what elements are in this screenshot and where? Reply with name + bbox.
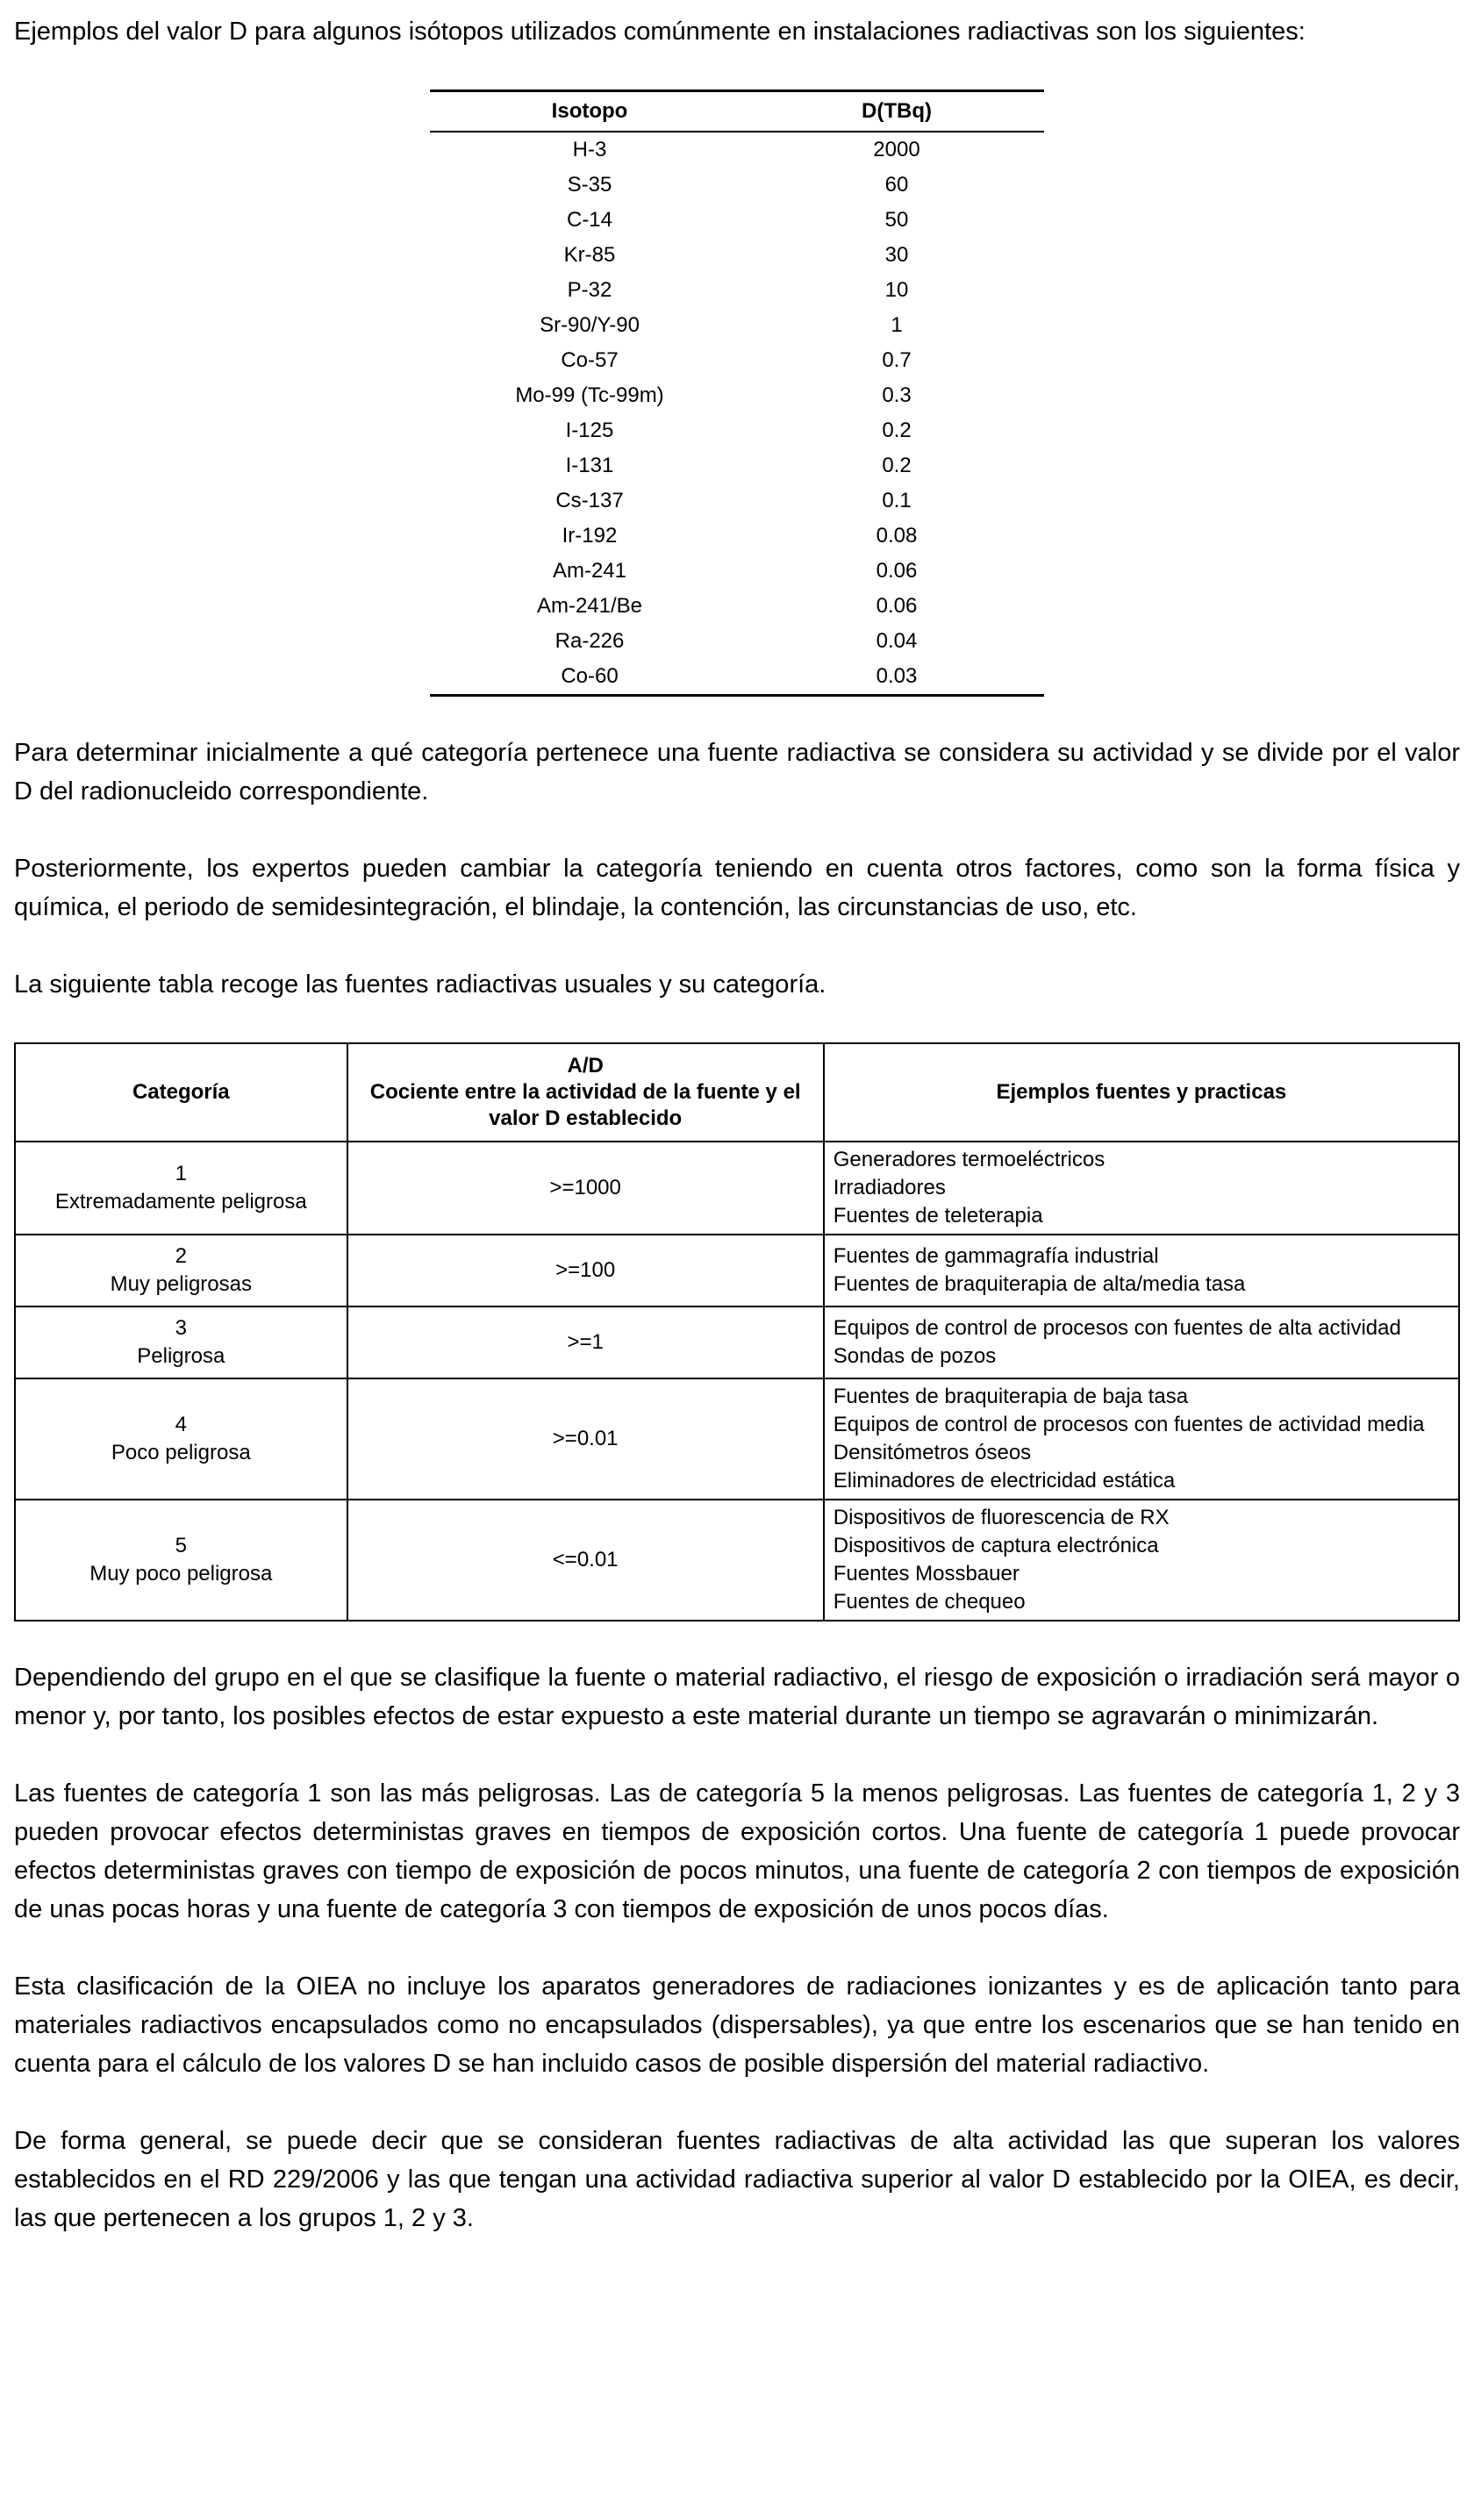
isotope-row bbox=[430, 554, 1044, 589]
example-item: Irradiadores bbox=[833, 1176, 946, 1199]
example-item: Dispositivos de captura electrónica bbox=[833, 1534, 1159, 1557]
paragraph-oiea: Esta clasificación de la OIEA no incluye los aparatos generadores de radiaciones ionizantes y es de aplicación tanto para materiales radiactivos encapsulados como no encapsulados (dispersables), ya que entre los escenarios que se han tenido en cuenta para el cálculo de los valores D se han incluido casos de posible dispersión del material radiactivo. bbox=[14, 1972, 1460, 2078]
paragraph-table-intro: La siguiente tabla recoge las fuentes radiactivas usuales y su categoría. bbox=[14, 970, 826, 999]
isotope-name: Ra-226 bbox=[555, 629, 625, 653]
example-item: Densitómetros óseos bbox=[833, 1441, 1032, 1464]
isotope-name: I-131 bbox=[565, 454, 614, 477]
isotope-row bbox=[430, 273, 1044, 308]
isotope-name: P-32 bbox=[567, 278, 612, 302]
category-table-header-row bbox=[15, 1043, 1459, 1142]
category-number: 3 bbox=[175, 1316, 187, 1340]
isotope-name: Cs-137 bbox=[555, 489, 624, 512]
isotope-name: Mo-99 (Tc-99m) bbox=[515, 383, 664, 407]
isotope-d-value: 0.1 bbox=[882, 489, 912, 512]
isotope-row bbox=[430, 308, 1044, 343]
isotope-row bbox=[430, 343, 1044, 378]
ratio-cell: >=100 bbox=[347, 1235, 824, 1307]
example-item: Equipos de control de procesos con fuentes de alta actividad bbox=[833, 1316, 1401, 1340]
isotope-row bbox=[430, 238, 1044, 273]
category-cell bbox=[15, 1500, 347, 1621]
isotope-name: Am-241 bbox=[552, 559, 627, 583]
isotope-row bbox=[430, 448, 1044, 483]
examples-cell bbox=[824, 1235, 1459, 1307]
isotope-row bbox=[430, 589, 1044, 624]
category-number: 5 bbox=[175, 1534, 187, 1557]
category-row bbox=[15, 1142, 1459, 1235]
isotope-d-value: 0.08 bbox=[876, 524, 918, 548]
category-label: Extremadamente peligrosa bbox=[54, 1190, 307, 1213]
isotope-table-body bbox=[430, 132, 1044, 696]
example-item: Fuentes de teleterapia bbox=[833, 1204, 1043, 1228]
example-item: Fuentes Mossbauer bbox=[833, 1562, 1020, 1586]
category-number: 1 bbox=[175, 1162, 187, 1185]
isotope-table bbox=[430, 89, 1044, 697]
category-label: Peligrosa bbox=[137, 1344, 225, 1368]
isotope-name: Kr-85 bbox=[563, 243, 616, 267]
isotope-name: C-14 bbox=[566, 208, 613, 232]
isotope-d-value: 30 bbox=[884, 243, 909, 267]
example-item: Fuentes de braquiterapia de alta/media tasa bbox=[833, 1272, 1246, 1296]
isotope-row bbox=[430, 132, 1044, 168]
category-row bbox=[15, 1235, 1459, 1307]
examples-cell bbox=[824, 1142, 1459, 1235]
isotope-name: I-125 bbox=[565, 419, 614, 442]
category-cell bbox=[15, 1307, 347, 1378]
category-label: Muy peligrosas bbox=[110, 1272, 252, 1296]
category-table-body bbox=[15, 1142, 1459, 1621]
examples-column-header: Ejemplos fuentes y practicas bbox=[824, 1043, 1459, 1142]
paragraph-categories: Las fuentes de categoría 1 son las más peligrosas. Las de categoría 5 la menos peligrosas. Las fuentes de categoría 1, 2 y 3 pueden provocar efectos deterministas graves en tiempos de exposición cortos. Una fuente de categoría 1 puede provocar efectos deterministas graves con tiempo de exposición de pocos minutos, una fuente de categoría 2 con tiempos de exposición de unas pocas horas y una fuente de categoría 3 con tiempos de exposición de unos pocos días. bbox=[14, 1779, 1460, 1923]
example-item: Generadores termoeléctricos bbox=[833, 1148, 1106, 1171]
isotope-d-value: 1 bbox=[891, 313, 903, 337]
isotope-d-value: 0.06 bbox=[876, 594, 918, 618]
isotope-row bbox=[430, 624, 1044, 659]
isotope-name: Co-57 bbox=[561, 348, 619, 372]
isotope-table-header-row bbox=[430, 91, 1044, 132]
example-item: Fuentes de gammagrafía industrial bbox=[833, 1244, 1159, 1268]
isotope-name: Co-60 bbox=[561, 664, 619, 688]
ratio-cell: <=0.01 bbox=[347, 1500, 824, 1621]
isotope-row bbox=[430, 519, 1044, 554]
category-label: Poco peligrosa bbox=[111, 1441, 251, 1464]
isotope-name: Ir-192 bbox=[562, 524, 618, 548]
category-table bbox=[14, 1042, 1460, 1622]
ratio-header-subtitle: Cociente entre la actividad de la fuente y el valor D establecido bbox=[369, 1080, 801, 1130]
examples-cell bbox=[824, 1378, 1459, 1500]
category-cell bbox=[15, 1378, 347, 1500]
isotope-d-value: 0.04 bbox=[876, 629, 918, 653]
isotope-d-value: 2000 bbox=[873, 138, 920, 161]
isotope-name: Am-241/Be bbox=[536, 594, 643, 618]
isotope-d-value: 0.06 bbox=[876, 559, 918, 583]
ratio-cell: >=0.01 bbox=[347, 1378, 824, 1500]
isotope-row bbox=[430, 168, 1044, 203]
isotope-d-value: 0.2 bbox=[882, 454, 912, 477]
isotope-row bbox=[430, 203, 1044, 238]
category-column-header: Categoría bbox=[15, 1043, 347, 1142]
isotope-row bbox=[430, 659, 1044, 696]
isotope-d-value: 10 bbox=[884, 278, 909, 302]
isotope-d-value: 50 bbox=[884, 208, 909, 232]
category-cell bbox=[15, 1235, 347, 1307]
examples-cell bbox=[824, 1307, 1459, 1378]
isotope-row bbox=[430, 413, 1044, 448]
example-item: Fuentes de braquiterapia de baja tasa bbox=[833, 1385, 1189, 1408]
ratio-cell: >=1000 bbox=[347, 1142, 824, 1235]
ratio-header-title: A/D bbox=[567, 1054, 604, 1077]
isotope-name: H-3 bbox=[572, 138, 607, 161]
paragraph-experts: Posteriormente, los expertos pueden cambiar la categoría teniendo en cuenta otros factores, como son la forma física y química, el periodo de semidesintegración, el blindaje, la contención, las circunstancias de uso, etc. bbox=[14, 855, 1460, 921]
paragraph-intro: Ejemplos del valor D para algunos isótopos utilizados comúnmente en instalaciones radiactivas son los siguientes: bbox=[14, 18, 1306, 46]
isotope-name: S-35 bbox=[567, 173, 612, 197]
ratio-column-header bbox=[347, 1043, 824, 1142]
category-number: 4 bbox=[175, 1413, 187, 1436]
isotope-column-header: Isotopo bbox=[430, 91, 749, 132]
paragraph-general: De forma general, se puede decir que se consideran fuentes radiactivas de alta actividad las que superan los valores establecidos en el RD 229/2006 y las que tengan una actividad radiactiva superior al valor D establecido por la OIEA, es decir, las que pertenecen a los grupos 1, 2 y 3. bbox=[14, 2127, 1460, 2232]
example-item: Sondas de pozos bbox=[833, 1344, 997, 1368]
isotope-d-value: 0.03 bbox=[876, 664, 918, 688]
examples-cell bbox=[824, 1500, 1459, 1621]
category-number: 2 bbox=[175, 1244, 187, 1268]
category-cell bbox=[15, 1142, 347, 1235]
isotope-d-value: 0.3 bbox=[882, 383, 912, 407]
category-label: Muy poco peligrosa bbox=[89, 1562, 273, 1586]
category-row bbox=[15, 1307, 1459, 1378]
example-item: Eliminadores de electricidad estática bbox=[833, 1469, 1176, 1493]
isotope-d-value: 0.7 bbox=[882, 348, 912, 372]
ratio-cell: >=1 bbox=[347, 1307, 824, 1378]
d-value-column-header: D(TBq) bbox=[749, 91, 1044, 132]
example-item: Fuentes de chequeo bbox=[833, 1590, 1026, 1614]
isotope-row bbox=[430, 378, 1044, 413]
isotope-d-value: 60 bbox=[884, 173, 909, 197]
example-item: Equipos de control de procesos con fuentes de actividad media bbox=[833, 1413, 1425, 1436]
example-item: Dispositivos de fluorescencia de RX bbox=[833, 1506, 1170, 1529]
isotope-name: Sr-90/Y-90 bbox=[540, 313, 640, 337]
category-row bbox=[15, 1378, 1459, 1500]
paragraph-depending: Dependiendo del grupo en el que se clasifique la fuente o material radiactivo, el riesgo de exposición o irradiación será mayor o menor y, por tanto, los posibles efectos de estar expuesto a este material durante un tiempo se agravarán o minimizarán. bbox=[14, 1664, 1460, 1730]
isotope-d-value: 0.2 bbox=[882, 419, 912, 442]
paragraph-determine: Para determinar inicialmente a qué categoría pertenece una fuente radiactiva se considera su actividad y se divide por el valor D del radionucleido correspondiente. bbox=[14, 739, 1460, 805]
isotope-row bbox=[430, 483, 1044, 519]
category-row bbox=[15, 1500, 1459, 1621]
